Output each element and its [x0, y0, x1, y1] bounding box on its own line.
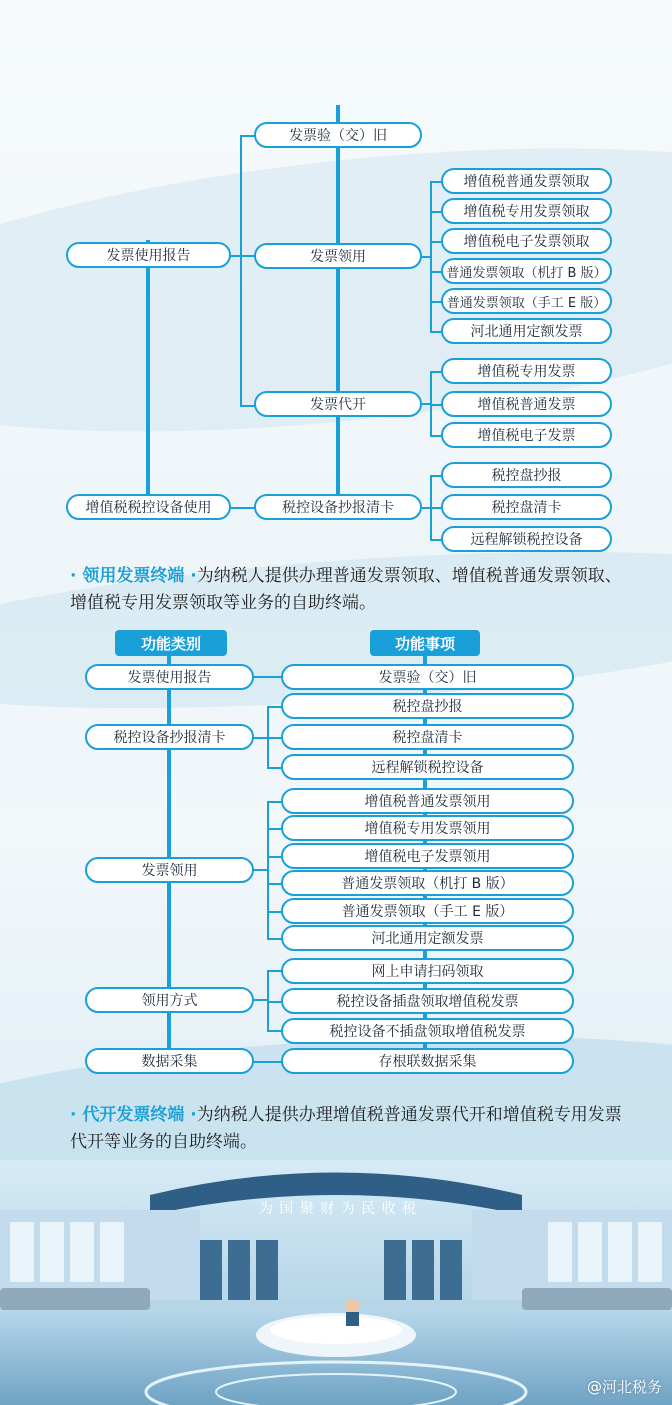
- item-box: 网上申请扫码领取: [281, 958, 574, 984]
- leaf-box: 税控盘抄报: [441, 462, 612, 488]
- leaf-box: 普通发票领取（机打 B 版）: [441, 258, 612, 284]
- item-box: 发票代开: [254, 391, 422, 417]
- category-box: 税控设备抄报清卡: [85, 724, 254, 750]
- category-box: 发票领用: [85, 857, 254, 883]
- paragraph-heading: · 领用发票终端 ·: [70, 566, 197, 586]
- leaf-box: 增值税专用发票: [441, 358, 612, 384]
- category-box: 数据采集: [85, 1048, 254, 1074]
- connector-line: [336, 105, 340, 510]
- item-box: 存根联数据采集: [281, 1048, 574, 1074]
- leaf-box: 河北通用定额发票: [441, 318, 612, 344]
- paragraph-heading: · 代开发票终端 ·: [70, 1105, 197, 1125]
- source-watermark: @河北税务: [586, 1378, 662, 1396]
- item-box: 发票验（交）旧: [254, 122, 422, 148]
- item-box: 增值税普通发票领用: [281, 788, 574, 814]
- description-paragraph: [70, 1102, 630, 1156]
- column-header-category: 功能类别: [115, 630, 227, 656]
- connector-line: [253, 1061, 283, 1063]
- item-box: 税控设备插盘领取增值税发票: [281, 988, 574, 1014]
- banner-slogan: 为 国 聚 财 为 民 收 税: [258, 1201, 418, 1217]
- item-box: 税控盘抄报: [281, 693, 574, 719]
- hall-scene: [0, 1160, 672, 1405]
- paragraph-text: 为纳税人提供办理增值税普通发票代开和增值税专用发票代开等业务的自助终端。: [70, 1105, 622, 1152]
- leaf-box: 增值税专用发票领取: [441, 198, 612, 224]
- category-box: 领用方式: [85, 987, 254, 1013]
- description-paragraph: [70, 563, 630, 617]
- service-hall-illustration: [0, 1160, 672, 1405]
- connector-line: [422, 256, 432, 258]
- connector-line: [253, 999, 267, 1001]
- item-box: 税控盘清卡: [281, 724, 574, 750]
- connector-line: [253, 737, 267, 739]
- leaf-box: 税控盘清卡: [441, 494, 612, 520]
- item-box: 普通发票领取（机打 B 版）: [281, 870, 574, 896]
- item-box: 远程解锁税控设备: [281, 754, 574, 780]
- item-box: 增值税电子发票领用: [281, 843, 574, 869]
- item-box: 河北通用定额发票: [281, 925, 574, 951]
- item-box: 发票验（交）旧: [281, 664, 574, 690]
- category-box: 发票使用报告: [66, 242, 231, 268]
- leaf-box: 远程解锁税控设备: [441, 526, 612, 552]
- leaf-box: 增值税电子发票领取: [441, 228, 612, 254]
- category-box: 增值税税控设备使用: [66, 494, 231, 520]
- item-box: 增值税专用发票领用: [281, 815, 574, 841]
- leaf-box: 增值税普通发票领取: [441, 168, 612, 194]
- item-box: 发票领用: [254, 243, 422, 269]
- leaf-box: 增值税普通发票: [441, 391, 612, 417]
- item-box: 税控设备抄报清卡: [254, 494, 422, 520]
- item-box: 普通发票领取（手工 E 版）: [281, 898, 574, 924]
- connector-line: [230, 507, 256, 509]
- paragraph-text: 为纳税人提供办理普通发票领取、增值税普通发票领取、增值税专用发票领取等业务的自助终端。: [70, 566, 622, 613]
- column-header-item: 功能事项: [370, 630, 480, 656]
- connector-line: [253, 869, 267, 871]
- leaf-box: 增值税电子发票: [441, 422, 612, 448]
- leaf-box: 普通发票领取（手工 E 版）: [441, 288, 612, 314]
- connector-line: [230, 255, 256, 257]
- item-box: 税控设备不插盘领取增值税发票: [281, 1018, 574, 1044]
- connector-line: [253, 676, 283, 678]
- category-box: 发票使用报告: [85, 664, 254, 690]
- connector-line: [240, 135, 242, 406]
- connector-line: [267, 801, 269, 939]
- connector-line: [146, 240, 150, 510]
